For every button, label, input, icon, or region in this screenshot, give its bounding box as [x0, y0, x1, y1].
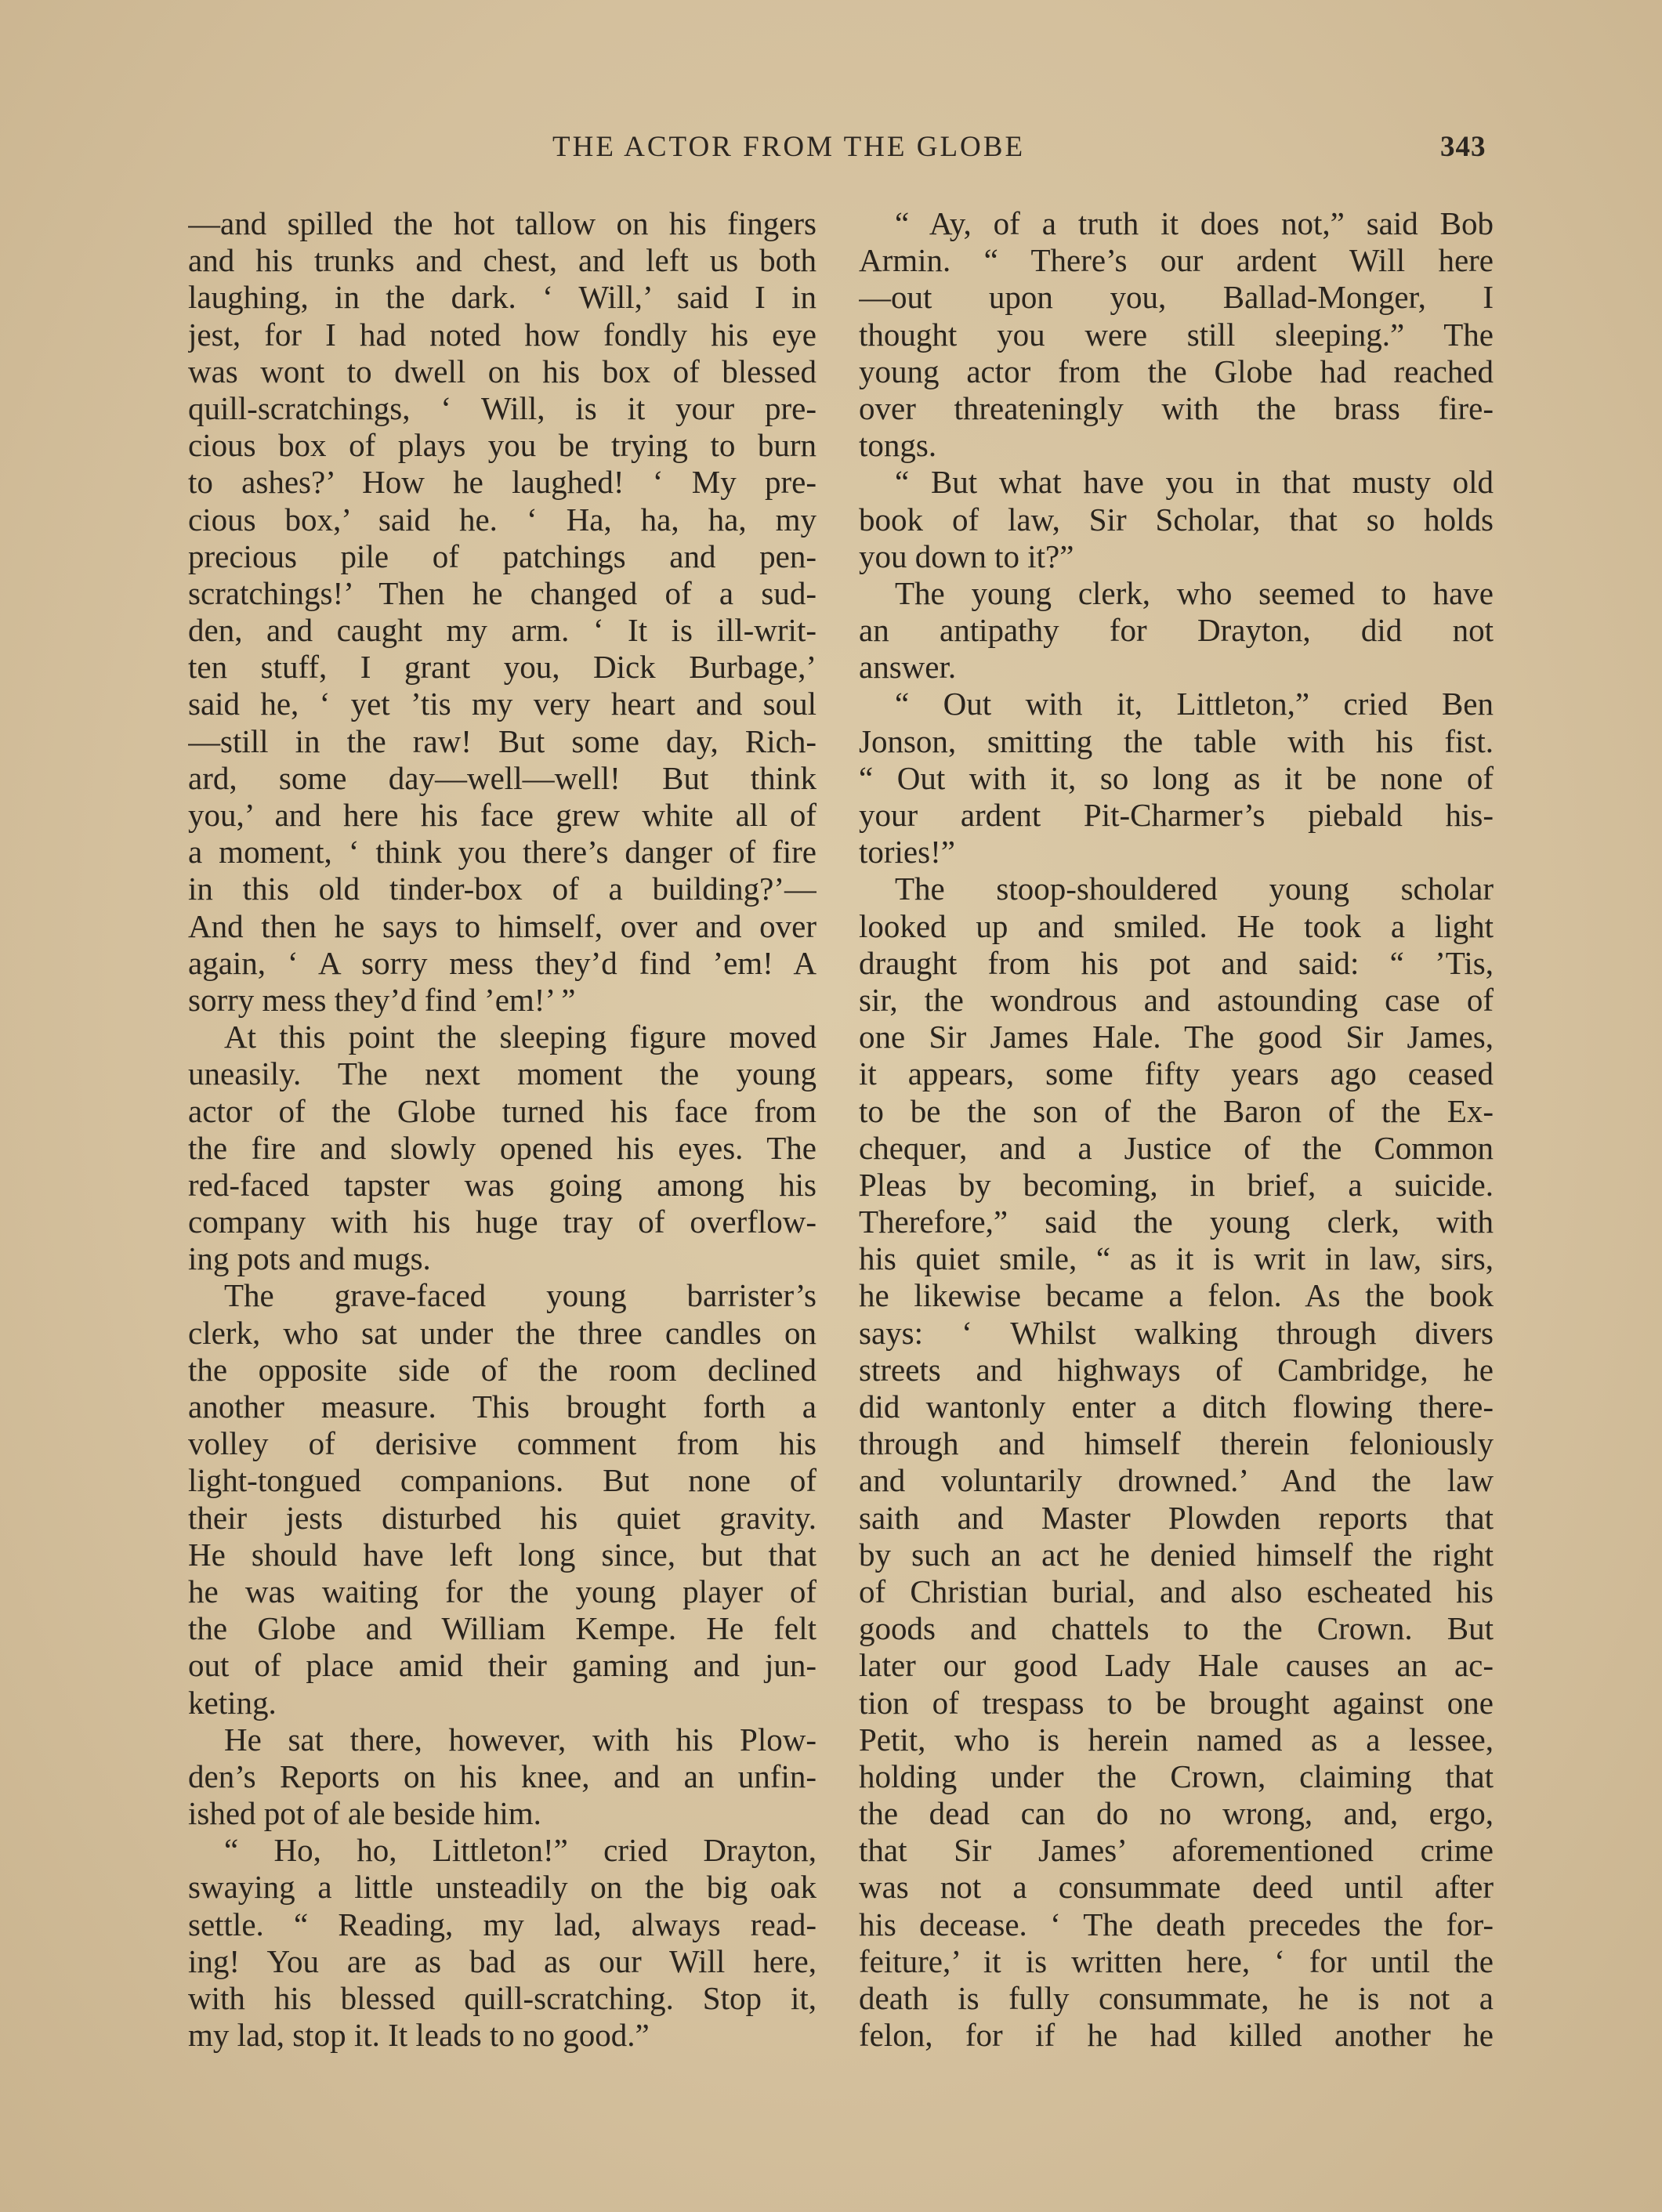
text-line: it appears, some fifty years ago ceased: [859, 1055, 1494, 1092]
text-line: his decease. ‘ The death precedes the for-: [859, 1906, 1494, 1942]
text-line: thought you were still sleeping.” The: [859, 316, 1494, 353]
text-line: keting.: [188, 1684, 277, 1721]
text-line: he likewise became a felon. As the book: [859, 1277, 1494, 1314]
text-line: “ But what have you in that musty old: [895, 464, 1494, 501]
running-title: THE ACTOR FROM THE GLOBE: [552, 131, 1026, 163]
text-line: ing pots and mugs.: [188, 1240, 431, 1277]
text-line: holding under the Crown, claiming that: [859, 1758, 1494, 1794]
text-line: swaying a little unsteadily on the big oak: [188, 1869, 817, 1906]
left-text-column: [188, 205, 817, 2054]
text-line: cious box,’ said he. ‘ Ha, ha, ha, my: [188, 501, 817, 538]
text-line: —still in the raw! But some day, Rich-: [188, 722, 817, 759]
text-line: draught from his pot and said: “ ’Tis,: [859, 944, 1494, 981]
text-line: light-tongued companions. But none of: [188, 1462, 817, 1499]
text-line: volley of derisive comment from his: [188, 1425, 817, 1462]
text-line: den’s Reports on his knee, and an unfin-: [188, 1758, 817, 1794]
text-line: ten stuff, I grant you, Dick Burbage,’: [188, 649, 817, 686]
text-line: was wont to dwell on his box of blessed: [188, 353, 817, 389]
text-line: goods and chattels to the Crown. But: [859, 1610, 1494, 1647]
text-line: by such an act he denied himself the right: [859, 1536, 1494, 1573]
text-line: that Sir James’ aforementioned crime: [859, 1832, 1494, 1869]
text-line: den, and caught my arm. ‘ It is ill-writ-: [188, 612, 817, 649]
text-line: laughing, in the dark. ‘ Will,’ said I in: [188, 279, 817, 316]
text-line: ard, some day—well—well! But think: [188, 759, 817, 796]
text-line: your ardent Pit-Charmer’s piebald his-: [859, 797, 1494, 833]
text-line: with his blessed quill-scratching. Stop it,: [188, 1980, 817, 2016]
text-line: actor of the Globe turned his face from: [188, 1092, 817, 1129]
text-line: —and spilled the hot tallow on his fingers: [188, 205, 817, 241]
text-line: At this point the sleeping figure moved: [224, 1019, 817, 1055]
text-line: his quiet smile, “ as it is writ in law, sirs,: [859, 1240, 1494, 1277]
text-line: sir, the wondrous and astounding case of: [859, 981, 1494, 1018]
text-line: uneasily. The next moment the young: [188, 1055, 817, 1092]
text-line: of Christian burial, and also escheated his: [859, 1573, 1494, 1609]
text-line: to be the son of the Baron of the Ex-: [859, 1092, 1494, 1129]
text-line: the opposite side of the room declined: [188, 1351, 817, 1388]
text-line: saith and Master Plowden reports that: [859, 1499, 1494, 1536]
text-line: death is fully consummate, he is not a: [859, 1980, 1494, 2016]
text-line: feiture,’ it is written here, ‘ for until the: [859, 1942, 1494, 1979]
text-line: a moment, ‘ think you there’s danger of fire: [188, 834, 817, 871]
text-line: clerk, who sat under the three candles on: [188, 1314, 817, 1351]
text-line: says: ‘ Whilst walking through divers: [859, 1314, 1494, 1351]
text-line: you down to it?”: [859, 538, 1074, 574]
text-line: tongs.: [859, 427, 937, 464]
text-line: you,’ and here his face grew white all of: [188, 797, 817, 833]
text-line: jest, for I had noted how fondly his eye: [188, 316, 817, 353]
text-line: out of place amid their gaming and jun-: [188, 1647, 817, 1684]
text-line: he was waiting for the young player of: [188, 1573, 817, 1609]
text-line: and voluntarily drowned.’ And the law: [859, 1462, 1494, 1499]
text-line: answer.: [859, 649, 957, 686]
text-line: streets and highways of Cambridge, he: [859, 1351, 1494, 1388]
text-line: tion of trespass to be brought against one: [859, 1684, 1494, 1721]
text-line: was not a consummate deed until after: [859, 1869, 1494, 1906]
text-line: over threateningly with the brass fire-: [859, 389, 1494, 426]
text-line: in this old tinder-box of a building?’—: [188, 871, 817, 907]
text-line: settle. “ Reading, my lad, always read-: [188, 1906, 817, 1942]
text-line: The grave-faced young barrister’s: [224, 1277, 817, 1314]
running-header: [0, 130, 1662, 171]
text-line: their jests disturbed his quiet gravity.: [188, 1499, 817, 1536]
text-line: one Sir James Hale. The good Sir James,: [859, 1019, 1494, 1055]
text-line: “ Out with it, so long as it be none of: [859, 759, 1494, 796]
text-line: sorry mess they’d find ’em!’ ”: [188, 981, 576, 1018]
text-line: ished pot of ale beside him.: [188, 1795, 541, 1832]
text-line: red-faced tapster was going among his: [188, 1166, 817, 1203]
text-line: —out upon you, Ballad-Monger, I: [859, 279, 1494, 316]
text-line: Pleas by becoming, in brief, a suicide.: [859, 1166, 1494, 1203]
text-line: young actor from the Globe had reached: [859, 353, 1494, 389]
text-line: “ Ay, of a truth it does not,” said Bob: [895, 205, 1494, 241]
text-line: tories!”: [859, 834, 955, 871]
text-line: precious pile of patchings and pen-: [188, 538, 817, 574]
text-line: He sat there, however, with his Plow-: [224, 1721, 817, 1758]
text-line: cious box of plays you be trying to burn: [188, 427, 817, 464]
text-line: my lad, stop it. It leads to no good.”: [188, 2017, 650, 2054]
text-line: The stoop-shouldered young scholar: [895, 871, 1494, 907]
text-line: company with his huge tray of overflow-: [188, 1204, 817, 1240]
text-line: book of law, Sir Scholar, that so holds: [859, 501, 1494, 538]
text-line: Therefore,” said the young clerk, with: [859, 1204, 1494, 1240]
text-line: said he, ‘ yet ’tis my very heart and soul: [188, 686, 817, 722]
page-number: 343: [1440, 131, 1486, 163]
text-line: Jonson, smitting the table with his fist.: [859, 722, 1494, 759]
text-line: the fire and slowly opened his eyes. The: [188, 1129, 817, 1166]
text-line: and his trunks and chest, and left us both: [188, 242, 817, 279]
text-line: Petit, who is herein named as a lessee,: [859, 1721, 1494, 1758]
text-line: And then he says to himself, over and over: [188, 907, 817, 944]
text-line: later our good Lady Hale causes an ac-: [859, 1647, 1494, 1684]
text-line: He should have left long since, but that: [188, 1536, 817, 1573]
text-line: The young clerk, who seemed to have: [895, 574, 1494, 611]
text-line: ing! You are as bad as our Will here,: [188, 1942, 817, 1979]
text-line: to ashes?’ How he laughed! ‘ My pre-: [188, 464, 817, 501]
text-line: an antipathy for Drayton, did not: [859, 612, 1494, 649]
text-line: again, ‘ A sorry mess they’d find ’em! A: [188, 944, 817, 981]
text-line: another measure. This brought forth a: [188, 1388, 817, 1425]
text-line: looked up and smiled. He took a light: [859, 907, 1494, 944]
text-line: the Globe and William Kempe. He felt: [188, 1610, 817, 1647]
text-line: scratchings!’ Then he changed of a sud-: [188, 574, 817, 611]
text-line: Armin. “ There’s our ardent Will here: [859, 242, 1494, 279]
text-line: quill-scratchings, ‘ Will, is it your pre-: [188, 389, 817, 426]
text-line: the dead can do no wrong, and, ergo,: [859, 1795, 1494, 1832]
text-line: felon, for if he had killed another he: [859, 2017, 1494, 2054]
text-line: “ Out with it, Littleton,” cried Ben: [895, 686, 1494, 722]
text-line: “ Ho, ho, Littleton!” cried Drayton,: [224, 1832, 817, 1869]
text-line: through and himself therein feloniously: [859, 1425, 1494, 1462]
text-line: chequer, and a Justice of the Common: [859, 1129, 1494, 1166]
right-text-column: [859, 205, 1494, 2054]
text-line: did wantonly enter a ditch flowing there-: [859, 1388, 1494, 1425]
